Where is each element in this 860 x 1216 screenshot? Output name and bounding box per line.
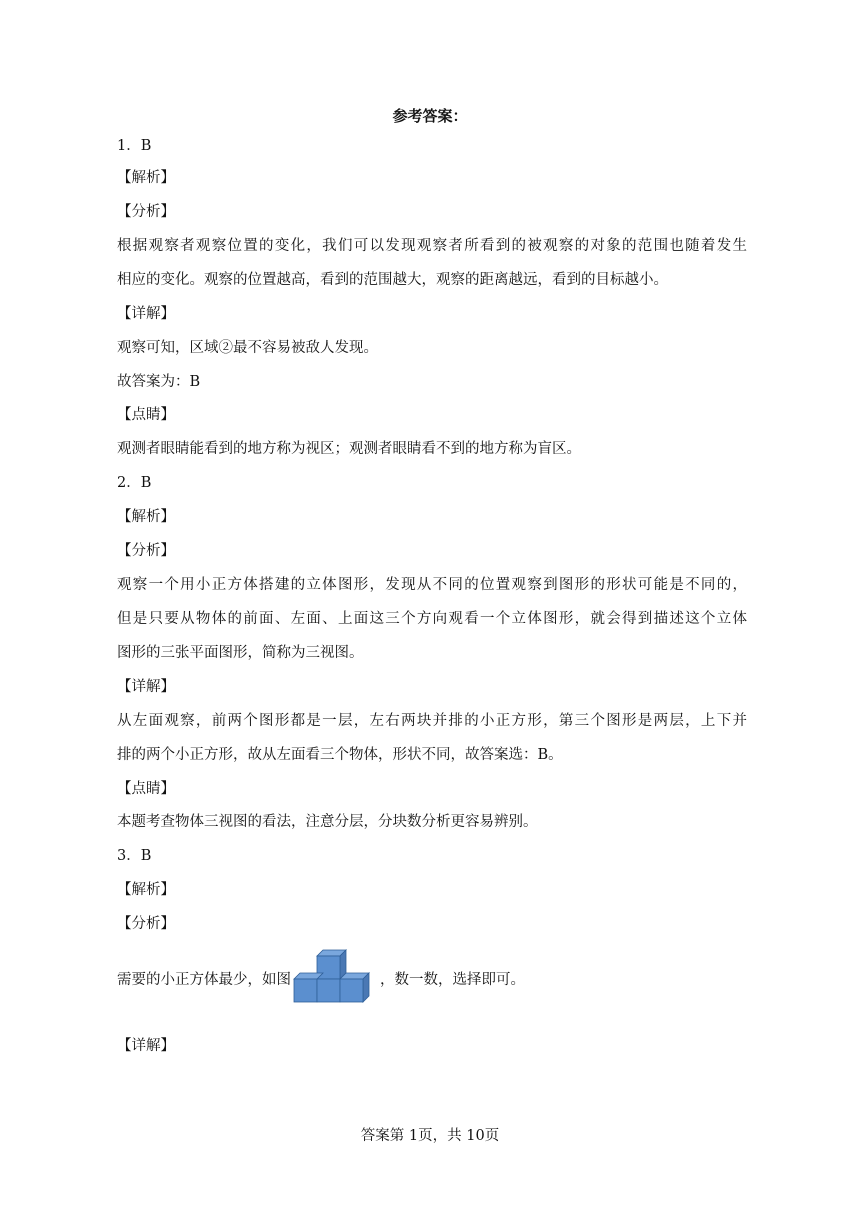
q3-fenxi-figure-line bbox=[117, 944, 525, 1012]
q2-fenxi-text-3: 图形的三张平面图形，简称为三视图。 bbox=[117, 645, 364, 661]
q2-fenxi-text-1: 观察一个用小正方体搭建的立体图形，发现从不同的位置观察到图形的形状可能是不同的， bbox=[117, 577, 747, 593]
q2-dianjing-text: 本题考查物体三视图的看法，注意分层，分块数分析更容易辨别。 bbox=[117, 814, 538, 830]
q1-jiexi-label: 【解析】 bbox=[117, 170, 175, 186]
q2-jiexi-label: 【解析】 bbox=[117, 509, 175, 525]
q1-fenxi-label: 【分析】 bbox=[117, 204, 175, 220]
q1-fenxi-text-1: 根据观察者观察位置的变化，我们可以发现观察者所看到的被观察的对象的范围也随着发生 bbox=[117, 238, 747, 254]
q2-number: 2．B bbox=[117, 475, 152, 491]
left-cube-front bbox=[294, 979, 317, 1002]
q1-xiangjie-label: 【详解】 bbox=[117, 306, 175, 322]
q3-xiangjie-label: 【详解】 bbox=[117, 1038, 175, 1054]
q2-xiangjie-label: 【详解】 bbox=[117, 679, 175, 695]
answer-title: 参考答案： bbox=[392, 107, 468, 125]
right-cube-front bbox=[340, 979, 363, 1002]
q3-fenxi-label: 【分析】 bbox=[117, 916, 175, 932]
cube-stack-figure bbox=[293, 944, 377, 1012]
q2-xiangjie-text-2: 排的两个小正方形，故从左面看三个物体，形状不同，故答案选：B。 bbox=[117, 747, 563, 763]
q1-fenxi-text-2: 相应的变化。观察的位置越高，看到的范围越大，观察的距离越远，看到的目标越小。 bbox=[117, 272, 668, 288]
middle-cube-front bbox=[317, 979, 340, 1002]
q1-number: 1．B bbox=[117, 138, 152, 154]
q1-dianjing-label: 【点睛】 bbox=[117, 407, 175, 423]
q2-xiangjie-text-1: 从左面观察，前两个图形都是一层，左右两块并排的小正方形，第三个图形是两层，上下并 bbox=[117, 713, 747, 729]
q3-fenxi-text-after: ，数一数，选择即可。 bbox=[380, 971, 525, 988]
q3-number: 3．B bbox=[117, 848, 152, 864]
q3-fenxi-text-before: 需要的小正方体最少，如图 bbox=[117, 971, 291, 988]
q1-dianjing-text: 观测者眼睛能看到的地方称为视区；观测者眼睛看不到的地方称为盲区。 bbox=[117, 441, 581, 457]
q1-answer: 故答案为：B bbox=[117, 374, 201, 390]
q2-fenxi-text-2: 但是只要从物体的前面、左面、上面这三个方向观看一个立体图形，就会得到描述这个立体 bbox=[117, 611, 747, 627]
q1-xiangjie-text: 观察可知，区域②最不容易被敌人发现。 bbox=[117, 340, 378, 356]
page-footer: 答案第 1页，共 10页 bbox=[360, 1128, 500, 1144]
q3-jiexi-label: 【解析】 bbox=[117, 882, 175, 898]
q2-dianjing-label: 【点睛】 bbox=[117, 781, 175, 797]
q2-fenxi-label: 【分析】 bbox=[117, 543, 175, 559]
